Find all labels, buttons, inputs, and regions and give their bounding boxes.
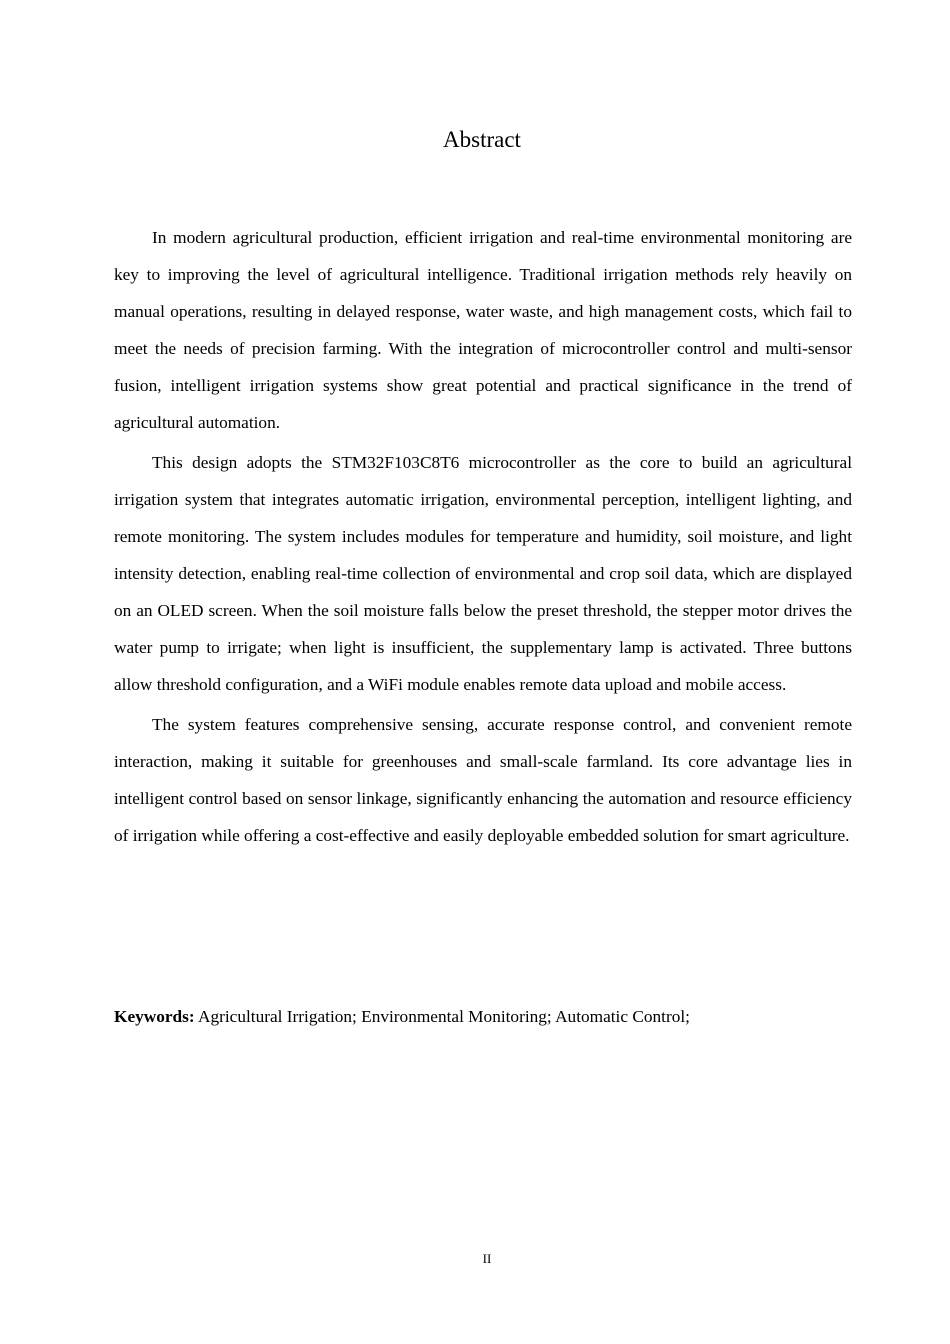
- abstract-paragraph-3: The system features comprehensive sensing, accurate response control, and convenient remote interaction, making it suitable for greenhouses and small-scale farmland. Its core advantage lies in intelligent control based on sensor linkage, significantly enhancing the automation and resource efficiency of irrigation while offering a cost-effective and easily deployable embedded solution for smart agriculture.: [114, 715, 852, 845]
- keywords-text: Agricultural Irrigation; Environmental Monitoring; Automatic Control;: [194, 1007, 690, 1026]
- abstract-paragraph-2: This design adopts the STM32F103C8T6 microcontroller as the core to build an agricultural irrigation system that integrates automatic irrigation, environmental perception, intelligent lighting, and remote monitoring. The system includes modules for temperature and humidity, soil moisture, and light intensity detection, enabling real-time collection of environmental and crop soil data, which are displayed on an OLED screen. When the soil moisture falls below the preset threshold, the stepper motor drives the water pump to irrigate; when light is insufficient, the supplementary lamp is activated. Three buttons allow threshold configuration, and a WiFi module enables remote data upload and mobile access.: [114, 453, 852, 694]
- page-title: Abstract: [443, 127, 521, 152]
- page-number: II: [482, 1251, 492, 1266]
- abstract-paragraph-1: In modern agricultural production, efficient irrigation and real-time environmental monitoring are key to improving the level of agricultural intelligence. Traditional irrigation methods rely heavily on manual operations, resulting in delayed response, water waste, and high management costs, which fail to meet the needs of precision farming. With the integration of microcontroller control and multi-sensor fusion, intelligent irrigation systems show great potential and practical significance in the trend of agricultural automation.: [114, 228, 852, 432]
- keywords-line: [114, 1002, 852, 1032]
- abstract-body: [114, 219, 852, 857]
- keywords-label: Keywords:: [114, 1007, 195, 1026]
